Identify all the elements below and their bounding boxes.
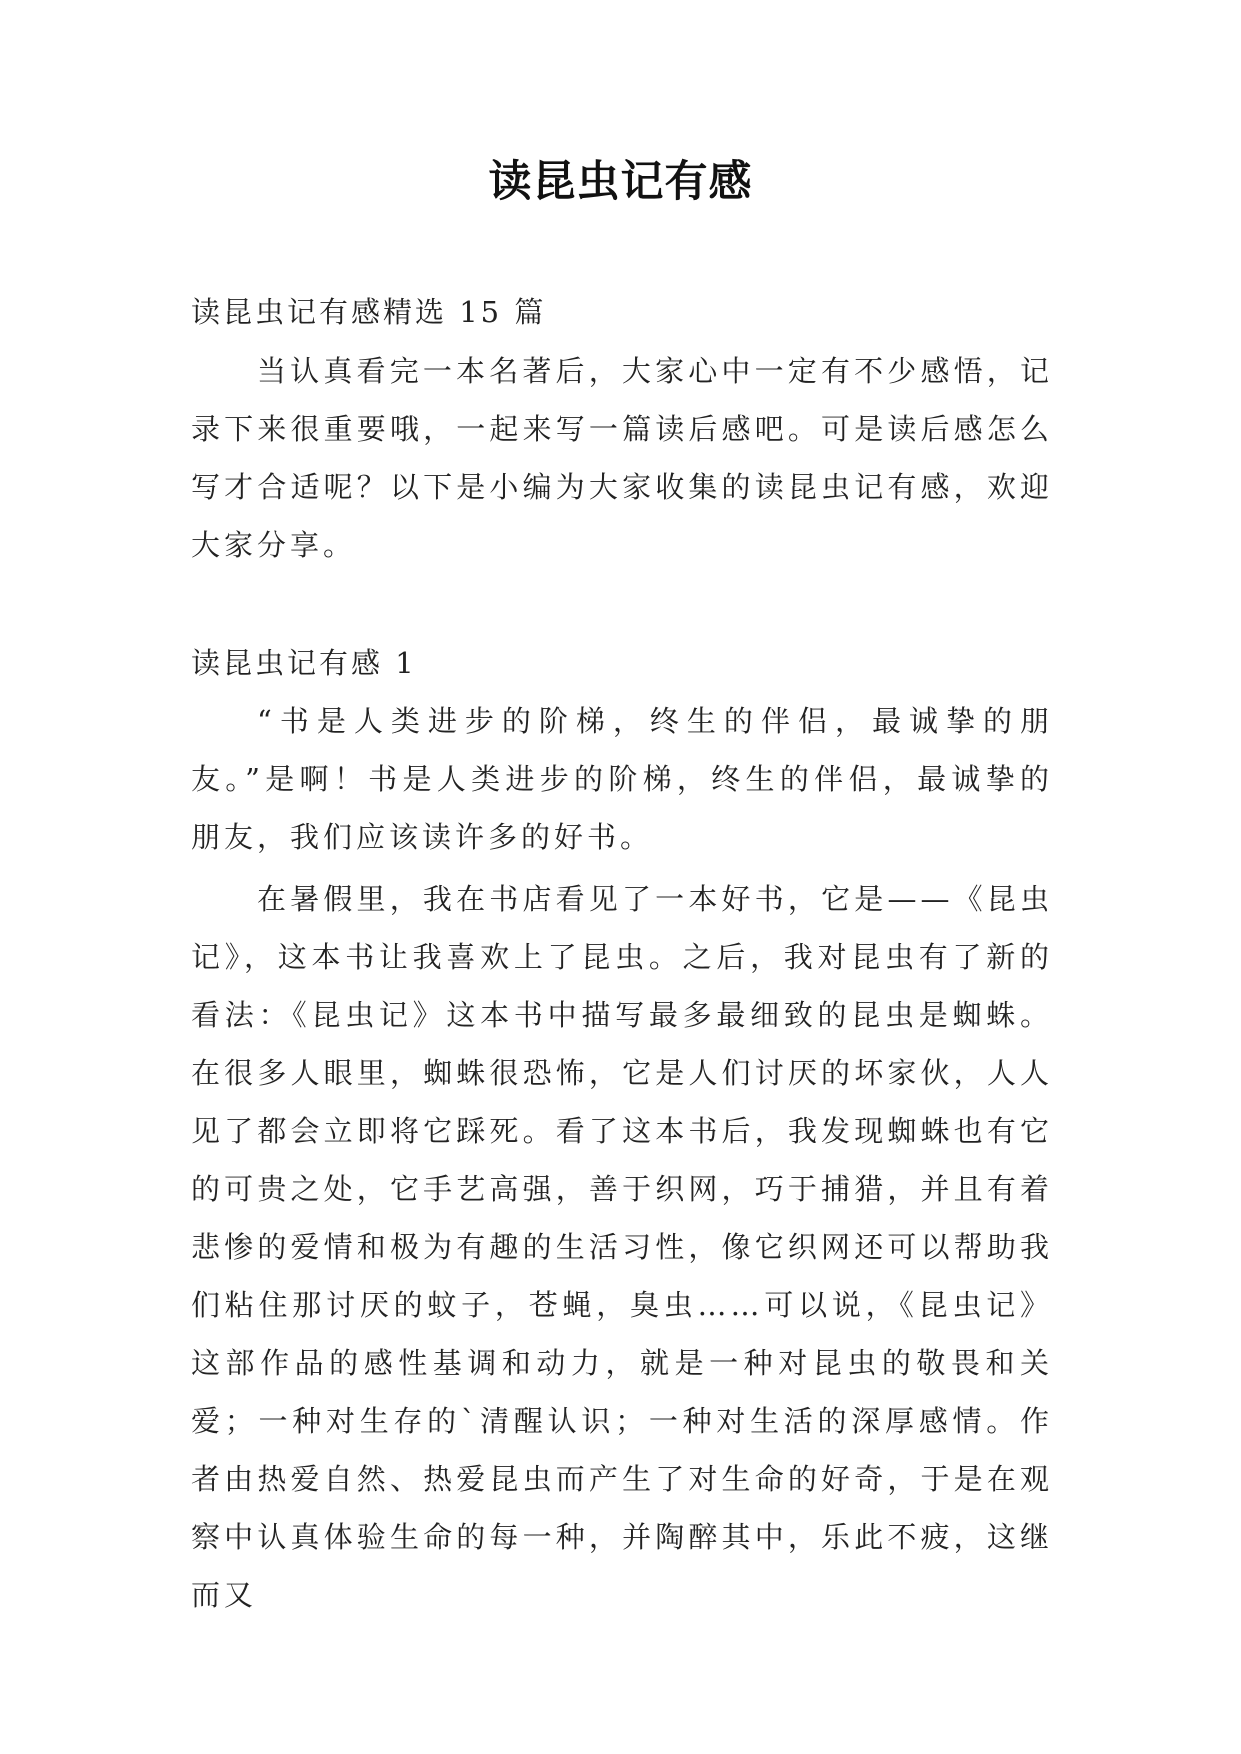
intro-paragraph: 当认真看完一本名著后，大家心中一定有不少感悟，记录下来很重要哦，一起来写一篇读后感吧。可是读后感怎么写才合适呢？以下是小编为大家收集的读昆虫记有感，欢迎大家分享。 xyxy=(191,354,1053,562)
section-paragraph: “书是人类进步的阶梯，终生的伴侣，最诚挚的朋友。”是啊！书是人类进步的阶梯，终生的伴侣，最诚挚的朋友，我们应该读许多的好书。 xyxy=(191,704,1053,854)
document-title: 读昆虫记有感 xyxy=(488,157,753,207)
section-paragraph: 在暑假里，我在书店看见了一本好书，它是——《昆虫记》，这本书让我喜欢上了昆虫。之后，我对昆虫有了新的看法：《昆虫记》这本书中描写最多最细致的昆虫是蜘蛛。在很多人眼里，蜘蛛很恐怖，它是人们讨厌的坏家伙，人人见了都会立即将它踩死。看了这本书后，我发现蜘蛛也有它的可贵之处，它手艺高强，善于织网，巧于捕猎，并且有着悲惨的爱情和极为有趣的生活习性，像它织网还可以帮助我们粘住那讨厌的蚊子，苍蝇，臭虫……可以说，《昆虫记》这部作品的感性基调和动力，就是一种对昆虫的敬畏和关爱；一种对生存的`清醒认识；一种对生活的深厚感情。作者由热爱自然、热爱昆虫而产生了对生命的好奇，于是在观察中认真体验生命的每一种，并陶醉其中，乐此不疲，这继而又 xyxy=(191,882,1053,1612)
section-heading: 读昆虫记有感 1 xyxy=(191,646,417,680)
intro-heading: 读昆虫记有感精选 15 篇 xyxy=(191,295,547,329)
